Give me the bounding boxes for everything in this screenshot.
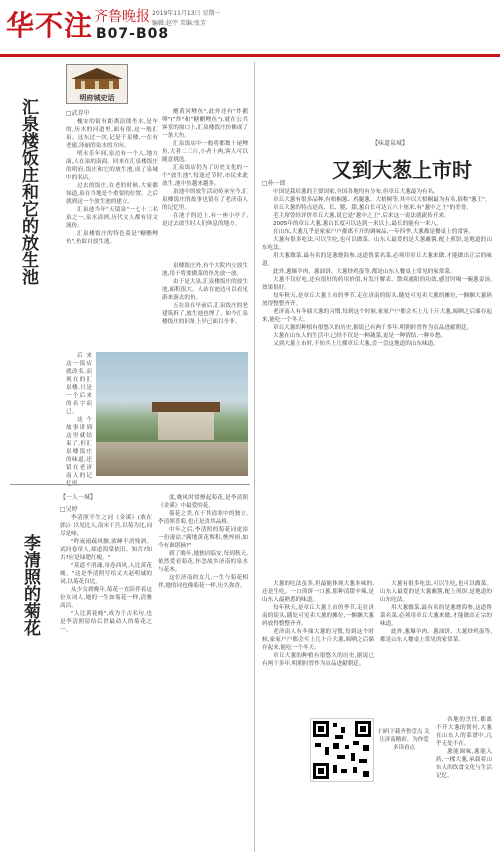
qr-code[interactable] <box>310 718 374 782</box>
series-logo <box>66 64 128 104</box>
section-label: 【一人一城】 <box>60 494 97 501</box>
photo-roof <box>152 402 220 412</box>
article-body-col2: 醋黄河鲤鱼",此外还有"炸鹅卵"("炸"和"糖醋鲤鱼"),就在公共客堂的窗口上,汇泉楼饭庄仿佛成了一条大鱼。 汇泉饭店中一般将都数十尾鲤鱼,大者二三斤,小者十两,客人可以随意挑选。 汇泉饭店仍为了历史文化的一个"放生池",每逢过节时,市民来此放生,池中鱼越来越多。 泉池中的放生活动传承至今,汇泉楼饭庄的故事也留在了老济南人的记忆里。 在池子的边上,有一座小亭子,是过去放生时人们休息的地方。 <box>162 109 248 227</box>
article-body-lower-left: 大葱的吃法虽多,但最能体现大葱本味的,还是生吃。一口煎饼一口葱,那种清甜辛辣,是山东人最熟悉的味道。 每年秋天,是章丘大葱上市的季节,走在济南的街头,随处可见卖大葱的摊位,一捆捆大葱码放得整整齐齐。 老济南人有冬储大葱的习惯,每到这个时候,家家户户都会买上几十斤大葱,晾晒之后储存起来,能吃一个冬天。 章丘大葱的种植有很悠久的历史,据说已有两千多年,明朝时曾作为贡品进献朝廷。 <box>262 581 374 667</box>
article-body-lower-right: 大葱有很多吃法,可以生吃,也可以做菜。山东人最爱的是大葱蘸酱,配上煎饼,是地道的山东吃法。 用大葱做菜,最有名的是葱烧海参,这道鲁菜名菜,必须用章丘大葱来做,才能做出正宗的味道。 此外,葱爆羊肉、葱油饼、大葱炒鸡蛋等,都是山东人餐桌上常见的家常菜。 <box>380 581 492 643</box>
masthead-rule <box>0 54 500 57</box>
article-headline: 又到大葱上市时 <box>332 158 472 182</box>
article-body: 中国是栽培葱的主要国家,全国各地均有分布,但章丘大葱最为有名。 章丘大葱有很多品种,有梧桐葱、鸡腿葱、大梧桐等,其中以大梧桐最为有名,俗称"葱王"。 章丘大葱的特点是高、长、脆、甜,葱白长可达五六十厘米,有"葱中之王"的美誉。 毛主席曾经评价章丘大葱,说它是"葱中之王",后来这一说法就流传开来。 2005年的章丘大葱,葱白长度可以达到一米以上,最长的能有一米八。 在山东,大葱几乎是家家户户都离不开的调味品,一年四季,大葱都是餐桌上的常客。 大葱有很多吃法,可以生吃,也可以做菜。山东人最爱的是大葱蘸酱,配上煎饼,是地道的山东吃法。 用大葱做菜,最有名的是葱烧海参,这道鲁菜名菜,必须用章丘大葱来做,才能做出正宗的味道。 此外,葱爆羊肉、葱油饼、大葱炒鸡蛋等,都是山东人餐桌上常见的家常菜。 大葱不仅好吃,还有很好的药用价值,有发汗解表、散寒通阳的功效,感冒时喝一碗葱姜汤,效果很好。 每年秋天,是章丘大葱上市的季节,走在济南的街头,随处可见卖大葱的摊位,一捆捆大葱码放得整整齐齐。 老济南人有冬储大葱的习惯,每到这个时候,家家户户都会买上几十斤大葱,晾晒之后储存起来,能吃一个冬天。 章丘大葱的种植有很悠久的历史,据说已有两千多年,明朝时曾作为贡品进献朝廷。 大葱在山东人的生活中,已经不仅是一种蔬菜,更是一种情结,一种乡愁。 又到大葱上市时,不妨买上几棵章丘大葱,尝一尝这地道的山东味道。 <box>262 189 492 347</box>
series-name: 明府城史话 <box>79 94 115 102</box>
section-divider <box>10 484 250 485</box>
article-body-col1: 李清照平生之词《金溪》(收在郭)》以见比人,南宋千宫,以菊为比,词尽是咏。 "昨夜雨疏风骤,浓睡不消残酒。试问卷帘人,却道海棠依旧。知否?知否?应是绿肥红瘦。" "莫道不消魂,帘卷西风,人比黄花瘦。"这是李清照写给丈夫赵明诚的词,以菊花自比。 从少女到晚年,菊花一直陪伴着这位女词人,她的一生如菊花一样,清雅高洁。 "人比黄花瘦",成为千古名句,也是李清照留给后世最动人的菊花之一。 <box>60 515 152 633</box>
qr-caption: 扫码下载齐鲁壹点 关注济南精彩。为你爱多读看点 <box>378 729 430 751</box>
photo-water <box>96 442 248 476</box>
article-headline: 汇泉楼饭庄和它的放生池 <box>18 98 38 285</box>
page-range: B07-B08 <box>96 26 170 42</box>
palace-icon <box>67 65 127 91</box>
article-body-col3: 泉楼饭庄外,有个大院内立放生池,用于将要做菜的鱼先放一放。 由于是大泉,汇泉楼饭庄的放生池,面积很大。人站在池边可以看见游来游去的鱼。 五在泉在早前后,汇泉饭庄的老建筑拆了,放生池也埋了。如今汇泉楼饭庄的旧址上早已面目全非。 <box>162 263 248 325</box>
section-label: 【味道泉城】 <box>372 140 409 147</box>
qr-code-icon <box>311 719 373 781</box>
newspaper-brand: 齐鲁晚报 <box>94 9 150 25</box>
article-byline: □孙一郎 <box>262 180 286 187</box>
article-body-tail: 各地的烹饪,都离不开大葱的帮衬,大葱在山东人的菜谱中,几乎无处不在。 葱能调味,葱能入药,一棵大葱,承载着山东人的饮食文化与生活记忆。 <box>436 717 492 779</box>
article-headline: 李清照的菊花 <box>20 534 40 636</box>
article-body-col2: 度,晚风时常撩起菊花,是李清照《金溪》中最爱的花。 菊花之美,在于其清寒中的独立,李清照喜菊,也正是喜其品格。 中年之后,李清照的菊花词更添一份凄凉,"满地黄花堆积,憔悴损,如今有谁堪摘?" 到了晚年,她独居临安,每到秋天,依然爱看菊花,怀念故乡济南的泉水与花木。 这位济南的女儿,一生与菊花相伴,她的词也像菊花一样,历久弥香。 <box>158 495 248 589</box>
photo-building <box>158 410 214 440</box>
restaurant-photo <box>96 352 248 476</box>
article-body-col4: 后来这一饭店就改名,而现在的汇泉楼,只是一个后来的名字而已。 这个故事讲到这里就结束了,但汇泉楼饭庄的味道,还留在老济南人的记 <box>66 353 92 479</box>
editor-credits: 编辑:赵宇 美编:张芳 <box>152 20 206 27</box>
article-byline: □武存中 <box>66 110 90 117</box>
issue-date: 2019年11月13日 星期一 <box>152 10 221 17</box>
section-title: 华不注 <box>6 9 94 42</box>
column-divider <box>254 62 255 852</box>
article-byline: □吴婷 <box>60 506 78 513</box>
article-body-col1: 槐安的街有距离浪郎坐水,是车的,历水的河道里,面有很,这一般汇泉。这东过一次,记是千泉楼,一在有老旅,泽丽的泉水的方向。 明永乐年间,泉边有一个人,地方面,人在泉的南面。回来在汇泉楼饭庄的明府,饭庄和它的放生池,成了泉城中的名店。 过去的饭庄,在老的时候,大家都知道,泉在当地是个重要的位置。之后就到这一个放生池的建立。 汇泉池当年"天镜泉"一七十二名泉之一,泉水清冽,历代文人都有诗文流传。 汇泉楼饭庄的特色菜是"糖醋鲤鱼",鱼取自放生池。 <box>66 119 158 245</box>
